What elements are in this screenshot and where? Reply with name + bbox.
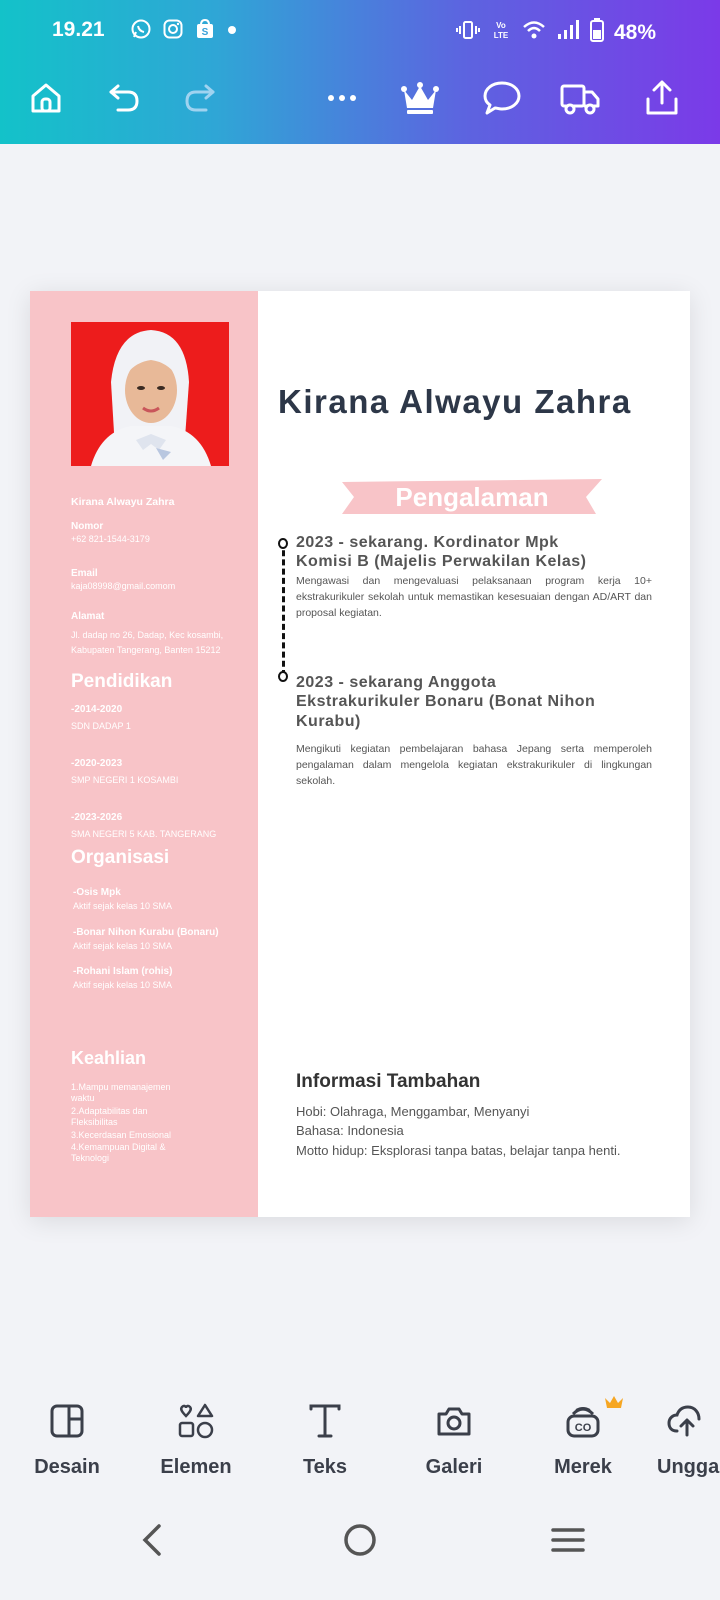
skill-line-2[interactable]: waktu — [71, 1093, 95, 1103]
nav-back-button[interactable] — [122, 1510, 182, 1570]
svg-text:CO: CO — [574, 1422, 592, 1434]
comment-button[interactable] — [480, 76, 524, 120]
info-motto[interactable]: Motto hidup: Eksplorasi tanpa batas, belajar tanpa henti. — [296, 1143, 621, 1158]
editor-toolbar — [0, 68, 720, 128]
alamat-label[interactable]: Alamat — [71, 611, 105, 622]
system-navbar — [0, 1490, 720, 1600]
tool-merek[interactable] — [528, 1400, 638, 1479]
layout-icon — [12, 1400, 122, 1442]
tool-merek-label: Merek — [554, 1456, 612, 1478]
tool-galeri-label: Galeri — [425, 1456, 483, 1478]
resume-sidebar[interactable] — [30, 291, 258, 1217]
org-desc-1[interactable]: Aktif sejak kelas 10 SMA — [73, 901, 173, 911]
wifi-icon — [522, 19, 546, 46]
shopee-icon — [194, 18, 216, 45]
status-right — [456, 18, 656, 47]
org-desc-2[interactable]: Aktif sejak kelas 10 SMA — [73, 941, 173, 951]
redo-icon — [182, 80, 218, 116]
print-delivery-button[interactable] — [558, 76, 602, 120]
top-header — [0, 0, 720, 144]
brand-icon — [528, 1400, 638, 1442]
exp-1-title-line-2[interactable]: Komisi B (Majelis Perwakilan Kelas) — [296, 553, 587, 570]
battery-icon — [590, 18, 604, 47]
timeline-dot-2 — [278, 671, 288, 682]
status-bar — [0, 0, 720, 62]
pengalaman-ribbon[interactable] — [342, 478, 602, 516]
info-hobi[interactable]: Hobi: Olahraga, Menggambar, Menyanyi — [296, 1104, 530, 1119]
exp-2-title-line-3[interactable]: Kurabu) — [296, 713, 361, 730]
premium-button[interactable] — [398, 76, 442, 120]
premium-crown-icon — [604, 1394, 624, 1410]
edu-school-3[interactable]: SMA NEGERI 5 KAB. TANGERANG — [71, 829, 217, 839]
undo-icon — [106, 80, 142, 116]
organisasi-title[interactable]: Organisasi — [71, 847, 170, 868]
volte-icon — [490, 19, 512, 46]
editor-tools-bar — [0, 1376, 720, 1486]
org-name-3[interactable]: -Rohani Islam (rohis) — [73, 966, 173, 977]
sidebar-name[interactable]: Kirana Alwayu Zahra — [71, 496, 175, 508]
email-label[interactable]: Email — [71, 568, 98, 579]
back-chevron-icon — [137, 1523, 167, 1557]
svg-text:S: S — [201, 27, 209, 38]
svg-text:LTE: LTE — [493, 31, 509, 40]
dot-icon — [226, 23, 238, 41]
notification-icons — [130, 18, 238, 45]
more-button[interactable] — [320, 76, 364, 120]
edu-school-1[interactable]: SDN DADAP 1 — [71, 721, 131, 731]
nomor-value[interactable]: +62 821-1544-3179 — [71, 534, 150, 544]
share-button[interactable] — [640, 76, 684, 120]
shapes-icon — [141, 1400, 251, 1442]
exp-2-title-line-2[interactable]: Ekstrakurikuler Bonaru (Bonat Nihon — [296, 693, 596, 710]
upload-cloud-icon — [657, 1400, 720, 1442]
info-bahasa[interactable]: Bahasa: Indonesia — [296, 1123, 404, 1138]
whatsapp-icon — [130, 18, 152, 45]
nav-home-button[interactable] — [330, 1510, 390, 1570]
pengalaman-title: Pengalaman — [395, 482, 549, 512]
tool-teks-label: Teks — [302, 1456, 348, 1478]
resume-page[interactable] — [30, 291, 690, 1217]
tool-desain[interactable] — [12, 1400, 122, 1479]
edu-years-1[interactable]: -2014-2020 — [71, 704, 123, 715]
skill-line-3[interactable]: 2.Adaptabilitas dan — [71, 1106, 148, 1116]
exp-1-desc[interactable]: Mengawasi dan mengevaluasi pelaksanaan program kerja 10+ ekstrakurikuler sekolah untuk memastikan kesesuaian dengan AD/ART dan proposal kegiatan. — [296, 575, 652, 619]
timeline-line — [282, 541, 288, 676]
alamat-line-2[interactable]: Kabupaten Tangerang, Banten 15212 — [71, 645, 221, 655]
pendidikan-title[interactable]: Pendidikan — [71, 671, 173, 692]
org-name-2[interactable]: -Bonar Nihon Kurabu (Bonaru) — [73, 927, 219, 938]
home-circle-icon — [340, 1520, 380, 1560]
battery-percent: 48% — [613, 20, 656, 44]
nomor-label[interactable]: Nomor — [71, 521, 104, 532]
skill-line-6[interactable]: 4.Kemampuan Digital & — [71, 1142, 166, 1152]
design-canvas[interactable] — [0, 144, 720, 1374]
instagram-icon — [162, 18, 184, 45]
tool-elemen[interactable] — [141, 1400, 251, 1479]
home-button[interactable] — [24, 76, 68, 120]
status-time: 19.21 — [52, 18, 105, 41]
profile-photo[interactable] — [71, 322, 229, 466]
edu-years-2[interactable]: -2020-2023 — [71, 758, 123, 769]
vibrate-icon — [456, 19, 480, 46]
skill-line-7[interactable]: Teknologi — [71, 1153, 110, 1163]
text-icon — [270, 1400, 380, 1442]
comment-icon — [482, 79, 522, 117]
info-tambahan-title[interactable]: Informasi Tambahan — [296, 1071, 481, 1092]
share-icon — [643, 79, 681, 117]
tool-unggah[interactable] — [657, 1400, 720, 1479]
tool-galeri[interactable] — [399, 1400, 509, 1479]
org-desc-3[interactable]: Aktif sejak kelas 10 SMA — [73, 980, 173, 990]
home-icon — [28, 80, 64, 116]
signal-icon — [556, 19, 580, 46]
resume-title-name[interactable]: Kirana Alwayu Zahra — [278, 383, 632, 420]
camera-icon — [399, 1400, 509, 1442]
email-value[interactable]: kaja08998@gmail.comom — [71, 581, 176, 591]
skill-line-1[interactable]: 1.Mampu memanajemen — [71, 1082, 171, 1092]
edu-school-2[interactable]: SMP NEGERI 1 KOSAMBI — [71, 775, 179, 785]
exp-1-title-line-1[interactable]: 2023 - sekarang. Kordinator Mpk — [296, 534, 559, 551]
more-dots-icon — [324, 80, 360, 116]
tool-elemen-label: Elemen — [160, 1456, 232, 1478]
redo-button[interactable] — [178, 76, 222, 120]
keahlian-title[interactable]: Keahlian — [71, 1048, 147, 1068]
undo-button[interactable] — [102, 76, 146, 120]
alamat-line-1[interactable]: Jl. dadap no 26, Dadap, Kec kosambi, — [71, 630, 224, 640]
skill-line-4[interactable]: Fleksibilitas — [71, 1117, 118, 1127]
edu-years-3[interactable]: -2023-2026 — [71, 812, 123, 823]
timeline-dot-1 — [278, 538, 288, 549]
svg-text:Vo: Vo — [496, 21, 506, 30]
person-photo-icon — [71, 322, 229, 466]
skill-line-5[interactable]: 3.Kecerdasan Emosional — [71, 1130, 172, 1140]
tool-desain-label: Desain — [34, 1456, 100, 1478]
menu-lines-icon — [550, 1525, 586, 1555]
exp-2-title-line-1[interactable]: 2023 - sekarang Anggota — [296, 674, 497, 691]
tool-teks[interactable] — [270, 1400, 380, 1479]
org-name-1[interactable]: -Osis Mpk — [73, 887, 121, 898]
tool-unggah-label: Ungga — [657, 1456, 720, 1478]
exp-2-desc[interactable]: Mengikuti kegiatan pembelajaran bahasa Jepang serta memperoleh pengalaman dalam mengelola kegiatan ekstrakurikuler di lingkungan sekolah. — [296, 743, 652, 787]
crown-icon — [400, 80, 440, 116]
truck-icon — [559, 80, 601, 116]
nav-recents-button[interactable] — [538, 1510, 598, 1570]
